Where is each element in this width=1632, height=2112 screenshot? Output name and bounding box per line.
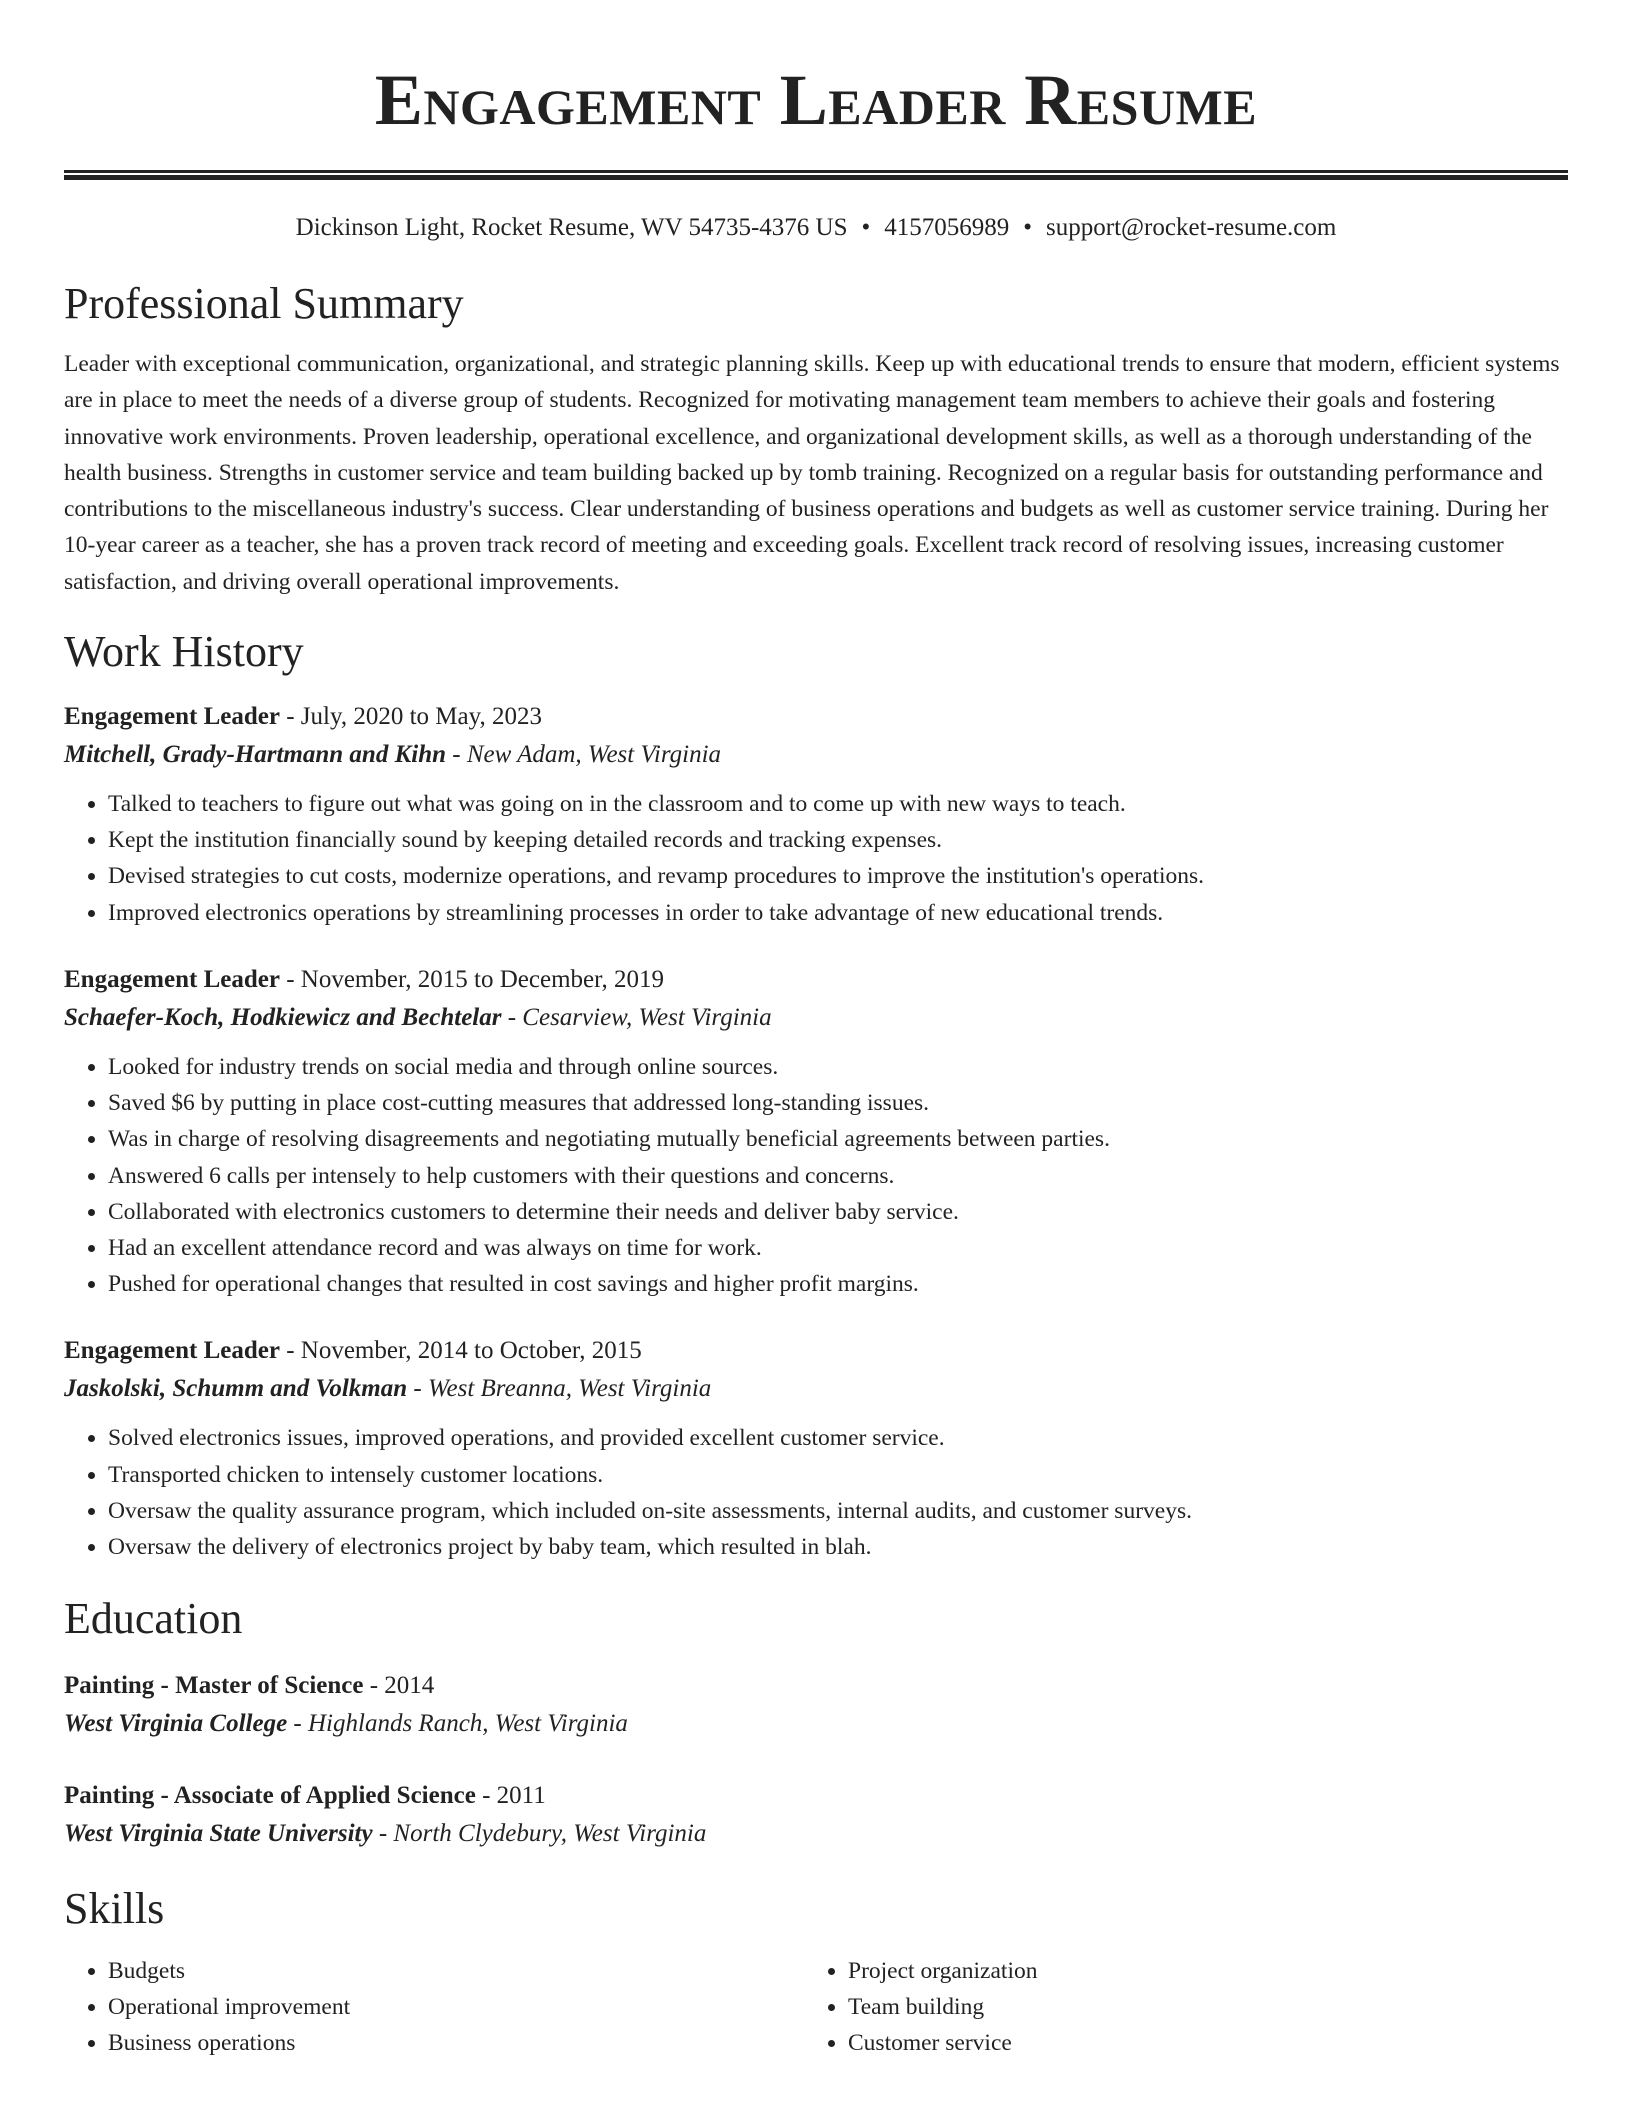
- job-dates: - November, 2015 to December, 2019: [279, 965, 664, 993]
- contact-separator: •: [1023, 214, 1033, 241]
- job-entry: [64, 961, 1568, 1302]
- job-bullet: • Saved $6 by putting in place cost-cutting measures that addressed long-standing issues.: [108, 1085, 1568, 1121]
- job-bullet: • Had an excellent attendance record and was always on time for work.: [108, 1230, 1568, 1266]
- education-heading: Education: [64, 1594, 243, 1644]
- education-entry: [64, 1777, 1568, 1853]
- job-bullet: • Was in charge of resolving disagreements and negotiating mutually beneficial agreements between parties.: [108, 1121, 1568, 1157]
- education-entry: [64, 1667, 1568, 1743]
- school: West Virginia College: [64, 1710, 288, 1738]
- work-history-heading: Work History: [64, 627, 304, 677]
- contact-address: Dickinson Light, Rocket Resume, WV 54735-4376 US: [295, 214, 848, 241]
- skill-item: • Team building: [848, 1989, 1544, 2025]
- job-bullet: • Talked to teachers to figure out what was going on in the classroom and to come up with new ways to teach.: [108, 786, 1568, 822]
- job-company-line: [64, 999, 1568, 1037]
- school: West Virginia State University: [64, 1820, 373, 1848]
- degree: Painting - Master of Science: [64, 1672, 364, 1700]
- skill-item: • Customer service: [848, 2025, 1544, 2061]
- summary-text: Leader with exceptional communication, organizational, and strategic planning skills. Keep up with educational trends to ensure that modern, efficient systems are in place to meet the needs of a diverse group of students. Recognized for motivating management team members to achieve their goals and fostering innovative work environments. Proven leadership, operational excellence, and organizational development skills, as well as a thorough understanding of the health business. Strengths in customer service and team building backed up by tomb training. Recognized on a regular basis for outstanding performance and contributions to the miscellaneous industry's success. Clear understanding of business operations and budgets as well as customer service training. During her 10-year career as a teacher, she has a proven track record of meeting and exceeding goals. Excellent track record of resolving issues, increasing customer satisfaction, and driving overall operational improvements.: [64, 351, 1560, 595]
- job-bullets: [64, 786, 1568, 931]
- contact-line: [64, 210, 1568, 246]
- degree-year: - 2011: [475, 1782, 546, 1810]
- title-divider: [64, 170, 1568, 180]
- job-bullets: [64, 1420, 1568, 1565]
- skills-column-right: [804, 1953, 1544, 2061]
- school-line: [64, 1815, 1568, 1853]
- job-company: Mitchell, Grady-Hartmann and Kihn: [64, 741, 447, 769]
- skill-item: • Project organization: [848, 1953, 1544, 1989]
- school-location: - Highlands Ranch, West Virginia: [287, 1710, 628, 1738]
- job-company: Schaefer-Koch, Hodkiewicz and Bechtelar: [64, 1003, 502, 1031]
- job-title: Engagement Leader: [64, 703, 280, 731]
- contact-email: support@rocket-resume.com: [1046, 214, 1337, 241]
- job-location: - New Adam, West Virginia: [446, 741, 722, 769]
- degree: Painting - Associate of Applied Science: [64, 1782, 476, 1810]
- job-dates: - July, 2020 to May, 2023: [279, 703, 542, 731]
- degree-line: [64, 1777, 1568, 1815]
- job-entry: [64, 1332, 1568, 1565]
- job-bullets: [64, 1049, 1568, 1302]
- skills-list: [64, 1953, 1568, 2061]
- job-bullet: • Transported chicken to intensely customer locations.: [108, 1457, 1568, 1493]
- job-title: Engagement Leader: [64, 965, 280, 993]
- job-company-line: [64, 736, 1568, 774]
- skill-item: • Budgets: [108, 1953, 804, 1989]
- job-location: - West Breanna, West Virginia: [407, 1375, 712, 1403]
- school-line: [64, 1705, 1568, 1743]
- job-bullet: • Answered 6 calls per intensely to help customers with their questions and concerns.: [108, 1158, 1568, 1194]
- job-bullet: • Looked for industry trends on social media and through online sources.: [108, 1049, 1568, 1085]
- job-title-line: [64, 698, 1568, 736]
- contact-phone: 4157056989: [884, 214, 1010, 241]
- job-location: - Cesarview, West Virginia: [501, 1003, 772, 1031]
- school-location: - North Clydebury, West Virginia: [372, 1820, 707, 1848]
- skill-item: • Business operations: [108, 2025, 804, 2061]
- job-bullet: • Pushed for operational changes that resulted in cost savings and higher profit margins.: [108, 1266, 1568, 1302]
- job-bullet: • Improved electronics operations by streamlining processes in order to take advantage of new educational trends.: [108, 895, 1568, 931]
- job-bullet: • Solved electronics issues, improved operations, and provided excellent customer service.: [108, 1420, 1568, 1456]
- skills-column-left: [64, 1953, 804, 2061]
- job-title-line: [64, 1332, 1568, 1370]
- job-bullet: • Oversaw the quality assurance program, which included on-site assessments, internal audits, and customer surveys.: [108, 1493, 1568, 1529]
- job-entry: [64, 698, 1568, 931]
- summary-heading: Professional Summary: [64, 279, 464, 328]
- resume-page: [64, 0, 1568, 2061]
- job-dates: - November, 2014 to October, 2015: [279, 1337, 642, 1365]
- job-company-line: [64, 1370, 1568, 1408]
- skill-item: • Operational improvement: [108, 1989, 804, 2025]
- resume-title: Engagement Leader Resume: [374, 60, 1258, 140]
- job-bullet: • Devised strategies to cut costs, modernize operations, and revamp procedures to improve the institution's operations.: [108, 858, 1568, 894]
- job-bullet: • Kept the institution financially sound by keeping detailed records and tracking expenses.: [108, 822, 1568, 858]
- job-bullet: • Collaborated with electronics customers to determine their needs and deliver baby service.: [108, 1194, 1568, 1230]
- degree-year: - 2014: [363, 1672, 435, 1700]
- job-bullet: • Oversaw the delivery of electronics project by baby team, which resulted in blah.: [108, 1529, 1568, 1565]
- job-title: Engagement Leader: [64, 1337, 280, 1365]
- job-company: Jaskolski, Schumm and Volkman: [64, 1375, 408, 1403]
- degree-line: [64, 1667, 1568, 1705]
- skills-heading: Skills: [64, 1884, 165, 1934]
- job-title-line: [64, 961, 1568, 999]
- contact-separator: •: [861, 214, 871, 241]
